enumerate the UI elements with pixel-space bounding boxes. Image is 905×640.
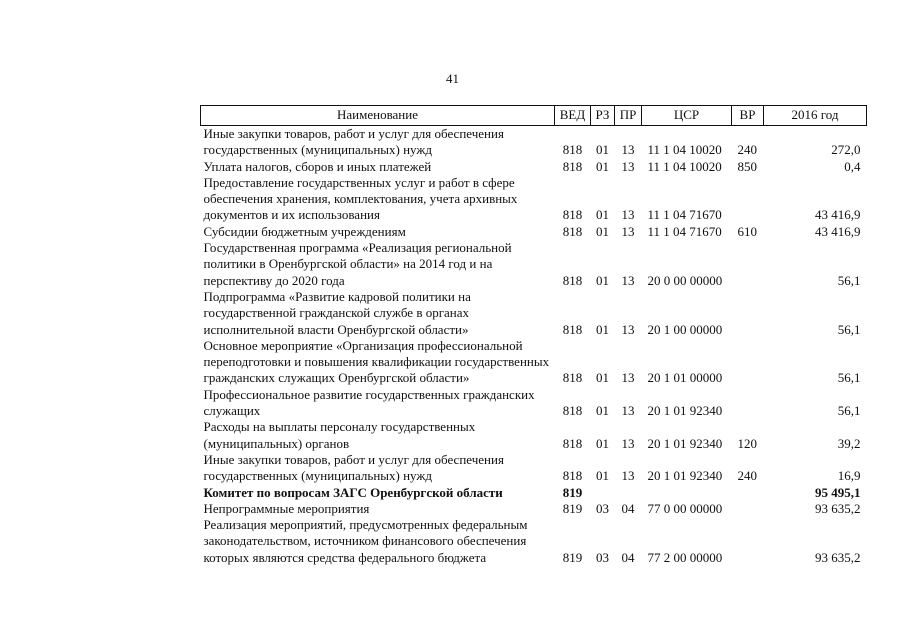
cell-csr: 20 1 01 92340 [647,468,723,484]
cell-rz: 01 [596,435,609,451]
table-row [201,419,867,452]
name-line: Субсидии бюджетным учреждениям [203,223,406,239]
cell-pr: 13 [621,321,635,337]
cell-vr [732,387,764,420]
cell-csr: 20 1 01 00000 [647,370,723,386]
cell-rz [591,485,615,501]
name-line: законодательством, источником финансового обеспечения [203,533,527,549]
cell-vr [732,517,764,566]
name-line: гражданских служащих Оренбургской области» [203,370,470,386]
table-row [201,501,867,517]
cell-vr: 850 [737,158,757,174]
cell-vr: 610 [737,223,757,239]
cell-csr: 20 1 01 92340 [647,403,723,419]
cell-vr [732,240,764,289]
table-row [201,338,867,387]
header-vr: ВР [732,106,764,126]
cell-vr [732,501,764,517]
cell-amount: 95 495,1 [815,484,861,500]
name-line: Профессиональное развитие государственных гражданских [203,386,535,402]
cell-name [201,175,555,224]
cell-csr [642,485,732,501]
cell-ved: 818 [562,468,583,484]
name-line: Подпрограмма «Развитие кадровой политики на [203,288,471,304]
name-line: Иные закупки товаров, работ и услуг для обеспечения [203,126,504,141]
name-line: перспективу до 2020 года [203,272,345,288]
cell-pr: 13 [621,435,635,451]
name-line: (муниципальных) органов [203,435,350,451]
cell-vr [732,338,764,387]
cell-name [201,224,555,240]
cell-amount: 39,2 [837,435,861,451]
cell-amount: 56,1 [837,321,861,337]
name-line: Комитет по вопросам ЗАГС Оренбургской области [203,484,503,500]
table-row [201,485,867,501]
header-ved: ВЕД [555,106,591,126]
name-line: Государственная программа «Реализация региональной [203,240,512,256]
name-line: документов и их использования [203,207,380,223]
cell-pr: 04 [621,549,635,565]
cell-ved: 819 [562,549,583,565]
cell-pr [615,485,642,501]
cell-rz: 01 [596,370,609,386]
cell-pr: 13 [621,207,635,223]
name-line: обеспечения хранения, комплектования, учета архивных [203,191,518,207]
cell-ved: 818 [562,158,583,174]
header-name: Наименование [201,106,555,126]
header-rz: РЗ [591,106,615,126]
cell-ved: 818 [562,403,583,419]
name-line: государственных (муниципальных) нужд [203,468,432,484]
name-line: служащих [203,403,261,419]
cell-csr: 11 1 04 71670 [647,207,722,223]
cell-csr: 77 2 00 00000 [647,549,723,565]
cell-ved: 818 [562,435,583,451]
cell-rz: 01 [596,207,609,223]
cell-amount: 16,9 [837,468,861,484]
header-pr: ПР [615,106,642,126]
table-row [201,387,867,420]
table-row [201,224,867,240]
cell-amount: 43 416,9 [815,207,861,223]
cell-amount: 56,1 [837,370,861,386]
cell-pr: 13 [621,142,635,158]
cell-pr: 13 [621,223,635,239]
cell-pr: 13 [621,370,635,386]
cell-vr [732,175,764,224]
cell-name [201,159,555,175]
cell-csr: 20 1 00 00000 [647,321,723,337]
cell-amount: 43 416,9 [815,223,861,239]
cell-csr: 11 1 04 10020 [647,142,722,158]
cell-vr: 240 [737,142,757,158]
cell-rz: 01 [596,272,609,288]
header-csr: ЦСР [642,106,732,126]
cell-rz: 01 [596,321,609,337]
cell-ved: 818 [562,207,583,223]
cell-name [201,126,555,159]
cell-pr: 04 [621,500,635,516]
header-year: 2016 год [764,106,867,126]
cell-name [201,485,555,501]
cell-amount: 93 635,2 [815,500,861,516]
cell-amount: 56,1 [837,403,861,419]
cell-rz: 01 [596,403,609,419]
cell-name [201,240,555,289]
cell-ved: 818 [562,142,583,158]
table-row [201,175,867,224]
table-body [201,126,867,567]
cell-csr: 77 0 00 00000 [647,500,723,516]
cell-name [201,501,555,517]
cell-ved: 818 [562,370,583,386]
name-line: Реализация мероприятий, предусмотренных федеральным [203,517,528,533]
cell-pr: 13 [621,468,635,484]
table-row [201,289,867,338]
name-line: политики в Оренбургской области» на 2014 год и на [203,256,493,272]
cell-vr: 240 [737,468,757,484]
cell-name [201,419,555,452]
cell-amount: 56,1 [837,272,861,288]
table-row [201,159,867,175]
cell-name [201,452,555,485]
cell-amount: 272,0 [831,142,861,158]
cell-rz: 01 [596,468,609,484]
name-line: которых являются средства федерального бюджета [203,549,487,565]
name-line: Расходы на выплаты персоналу государственных [203,419,476,435]
name-line: Непрограммные мероприятия [203,500,370,516]
cell-rz: 03 [596,500,609,516]
budget-table [200,105,867,566]
page-number: 41 [446,71,459,86]
cell-csr: 11 1 04 10020 [647,158,722,174]
name-line: исполнительной власти Оренбургской области» [203,321,469,337]
name-line: переподготовки и повышения квалификации государственных [203,354,550,370]
name-line: Основное мероприятие «Организация профессиональной [203,337,523,353]
table-row [201,126,867,159]
cell-ved: 818 [562,272,583,288]
cell-ved: 818 [562,321,583,337]
cell-vr [732,289,764,338]
cell-vr [732,485,764,501]
cell-vr: 120 [737,435,757,451]
table-row [201,452,867,485]
name-line: государственных (муниципальных) нужд [203,142,432,158]
name-line: Предоставление государственных услуг и работ в сфере [203,174,515,190]
cell-name [201,387,555,420]
cell-ved: 819 [562,484,583,500]
table-row [201,240,867,289]
cell-ved: 819 [562,500,583,516]
cell-amount: 0,4 [844,158,861,174]
cell-pr: 13 [621,403,635,419]
name-line: Иные закупки товаров, работ и услуг для обеспечения [203,451,504,467]
cell-rz: 03 [596,549,609,565]
cell-rz: 01 [596,142,609,158]
cell-csr: 11 1 04 71670 [647,223,722,239]
cell-rz: 01 [596,158,609,174]
table-header [201,106,867,126]
name-line: Уплата налогов, сборов и иных платежей [203,158,432,174]
cell-amount: 93 635,2 [815,549,861,565]
cell-ved: 818 [562,223,583,239]
cell-name [201,338,555,387]
name-line: государственной гражданской службе в органах [203,305,470,321]
cell-csr: 20 1 01 92340 [647,435,723,451]
table-row [201,517,867,566]
cell-pr: 13 [621,158,635,174]
cell-pr: 13 [621,272,635,288]
cell-name [201,517,555,566]
cell-name [201,289,555,338]
cell-rz: 01 [596,223,609,239]
cell-csr: 20 0 00 00000 [647,272,723,288]
